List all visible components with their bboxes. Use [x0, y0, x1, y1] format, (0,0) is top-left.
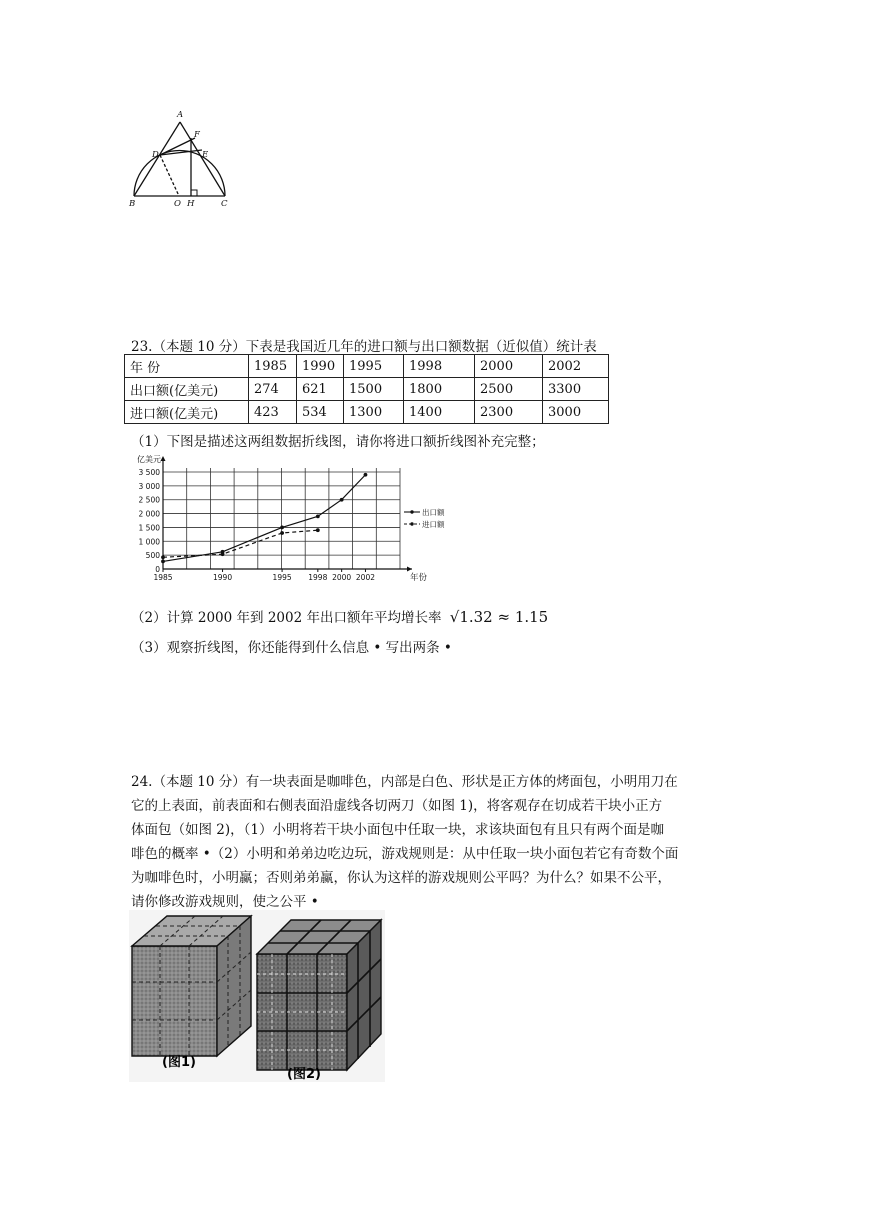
table-cell: 423: [249, 401, 297, 424]
segment-do-dashed: [160, 155, 179, 196]
label-f: F: [194, 130, 200, 140]
q24-text: [131, 770, 741, 914]
label-d: D: [152, 150, 159, 160]
line-chart: [130, 452, 445, 584]
x-axis-arrow: [407, 567, 412, 572]
q24-line: 啡色的概率 •（2）小明和弟弟边吃边玩，游戏规则是：从中任取一块小面包若它有奇数个面: [131, 846, 679, 862]
data-point: [280, 526, 284, 530]
y-axis-arrow: [161, 456, 166, 461]
table-cell: 3300: [543, 378, 609, 401]
q23-part2-text: （2）计算 2000 年到 2002 年出口额年平均增长率: [131, 610, 442, 626]
legend-label: 出口额: [422, 508, 445, 517]
table-cell: 进口额(亿美元): [125, 401, 249, 424]
geometry-figure: [125, 108, 235, 214]
table-cell: 2002: [543, 355, 609, 378]
y-tick-label: 3 500: [138, 468, 160, 477]
cube-1: [132, 916, 251, 1056]
q24-line: 24.（本题 10 分）有一块表面是咖啡色，内部是白色、形状是正方体的烤面包，小明用刀在: [131, 774, 678, 790]
table-cell: 1300: [344, 401, 404, 424]
label-o: O: [174, 199, 181, 209]
q24-line: 它的上表面，前表面和右侧表面沿虚线各切两刀（如图 1)，将客观存在切成若干块小正方: [131, 798, 663, 814]
label-c: C: [221, 199, 228, 209]
cube-2: [257, 920, 381, 1070]
table-cell: 2500: [475, 378, 543, 401]
table-cell: 274: [249, 378, 297, 401]
series-line-export: [163, 475, 365, 562]
table-row: [125, 378, 609, 401]
label-h: H: [187, 199, 195, 209]
table-row: [125, 401, 609, 424]
y-axis-title: 亿美元: [137, 455, 161, 464]
table-cell: 出口额(亿美元): [125, 378, 249, 401]
legend-label: 进口额: [422, 520, 445, 529]
x-tick-label: 2002: [355, 573, 376, 582]
data-point: [316, 528, 320, 532]
y-tick-label: 500: [145, 551, 160, 561]
y-tick-label: 3 000: [138, 481, 160, 491]
q23-part1: （1）下图是描述这两组数据折线图，请你将进口额折线图补充完整；: [131, 434, 545, 450]
data-point: [221, 552, 225, 556]
y-tick-label: 2 500: [138, 495, 160, 505]
series-line-import: [163, 530, 318, 557]
table-cell: 534: [297, 401, 344, 424]
x-axis-title: 年份: [410, 573, 428, 583]
y-tick-label: 1 500: [138, 523, 160, 533]
label-e: E: [202, 150, 209, 160]
q24-line: 请你修改游戏规则，使之公平 •: [131, 894, 319, 910]
data-point: [316, 514, 320, 518]
table-cell: 1800: [404, 378, 475, 401]
x-tick-label: 1998: [308, 573, 328, 582]
x-tick-label: 1995: [272, 573, 292, 582]
table-cell: 1990: [297, 355, 344, 378]
table-cell: 2300: [475, 401, 543, 424]
data-point: [280, 531, 284, 535]
q24-line: 为咖啡色时，小明赢；否则弟弟赢，你认为这样的游戏规则公平吗？为什么？如果不公平，: [131, 870, 671, 886]
x-tick-label: 2000: [332, 573, 352, 582]
x-tick-label: 1985: [153, 573, 173, 582]
right-angle-mark: [191, 190, 197, 196]
fig1-caption: (图1): [162, 1055, 196, 1070]
table-cell: 1500: [344, 378, 404, 401]
table-cell: 1985: [249, 355, 297, 378]
table-cell: 1995: [344, 355, 404, 378]
legend-marker: [410, 522, 413, 525]
label-b: B: [129, 199, 136, 209]
x-tick-label: 1990: [213, 573, 233, 582]
cube-figures: [129, 910, 385, 1082]
q23-part2: [131, 606, 548, 626]
q23-header: 23.（本题 10 分）下表是我国近几年的进口额与出口额数据（近似值）统计表: [131, 339, 597, 355]
label-a: A: [177, 110, 184, 120]
y-tick-label: 2 000: [138, 509, 160, 519]
fig2-caption: (图2): [287, 1067, 321, 1082]
table-cell: 1998: [404, 355, 475, 378]
legend-marker: [410, 510, 413, 513]
data-point: [340, 498, 344, 502]
q23-part2-formula: √1.32 ≈ 1.15: [449, 608, 549, 626]
q23-part3: （3）观察折线图，你还能得到什么信息 • 写出两条 •: [131, 640, 452, 656]
q24-line: 体面包（如图 2)，（1）小明将若干块小面包中任取一块，求该块面包有且只有两个面是咖: [131, 822, 664, 838]
data-point: [161, 560, 165, 564]
y-tick-label: 0: [155, 565, 160, 574]
y-tick-label: 1 000: [138, 537, 160, 547]
table-cell: 年 份: [125, 355, 249, 378]
table-row: [125, 355, 609, 378]
table-cell: 1400: [404, 401, 475, 424]
cube1-front: [132, 946, 217, 1056]
table-cell: 621: [297, 378, 344, 401]
data-point: [161, 555, 165, 559]
table-cell: 3000: [543, 401, 609, 424]
table-cell: 2000: [475, 355, 543, 378]
data-point: [364, 473, 368, 477]
stats-table: [124, 354, 609, 424]
